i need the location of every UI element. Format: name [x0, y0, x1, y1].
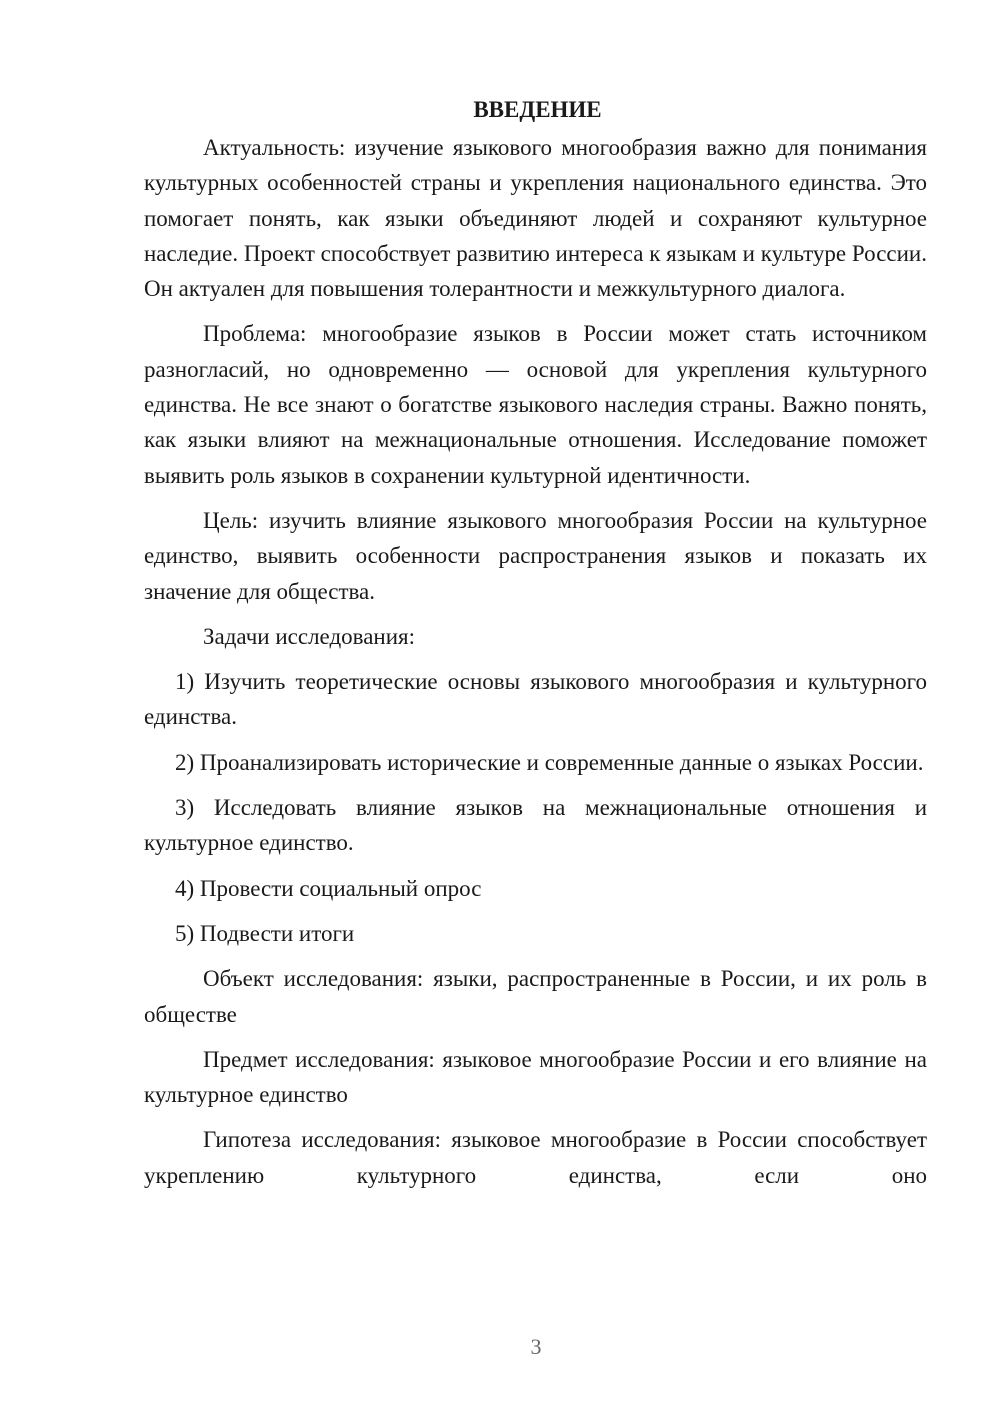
task-item-2: 2) Проанализировать исторические и современные данные о языках России. — [175, 749, 924, 775]
task-item-4: 4) Провести социальный опрос — [175, 875, 482, 901]
page-number: 3 — [530, 1334, 542, 1359]
tasks-heading: Задачи исследования: — [203, 623, 416, 649]
paragraph-relevance: Актуальность: изучение языкового многообразия важно для понимания культурных особенностей страны и укрепления национального единства. Это помогает понять, как языки объединяют людей и сохраняют культурное наследие. Проект способствует развитию интереса к языкам и культуре России. Он актуален для повышения толерантности и межкультурного диалога. — [144, 135, 927, 302]
task-item-3: 3) Исследовать влияние языков на межнациональные отношения и культурное единство. — [144, 795, 927, 856]
task-item-5: 5) Подвести итоги — [175, 920, 355, 946]
paragraph-hypothesis: Гипотеза исследования: языковое многообразие в России способствует укреплению культурного единства, если оно — [144, 1127, 927, 1188]
paragraph-problem: Проблема: многообразие языков в России может стать источником разногласий, но одновременно — основой для укрепления культурного единства. Не все знают о богатстве языкового наследия страны. Важно понять, как языки влияют на межнациональные отношения. Исследование поможет выявить роль языков в сохранении культурной идентичности. — [144, 321, 927, 488]
page-content — [144, 92, 927, 1203]
paragraph-object: Объект исследования: языки, распространенные в России, и их роль в обществе — [144, 966, 927, 1027]
task-item-1: 1) Изучить теоретические основы языкового многообразия и культурного единства. — [144, 669, 927, 730]
paragraph-goal: Цель: изучить влияние языкового многообразия России на культурное единство, выявить особенности распространения языков и показать их значение для общества. — [144, 507, 927, 604]
paragraph-subject: Предмет исследования: языковое многообразие России и его влияние на культурное единство — [144, 1046, 927, 1108]
page-title: ВВЕДЕНИЕ — [473, 97, 602, 122]
